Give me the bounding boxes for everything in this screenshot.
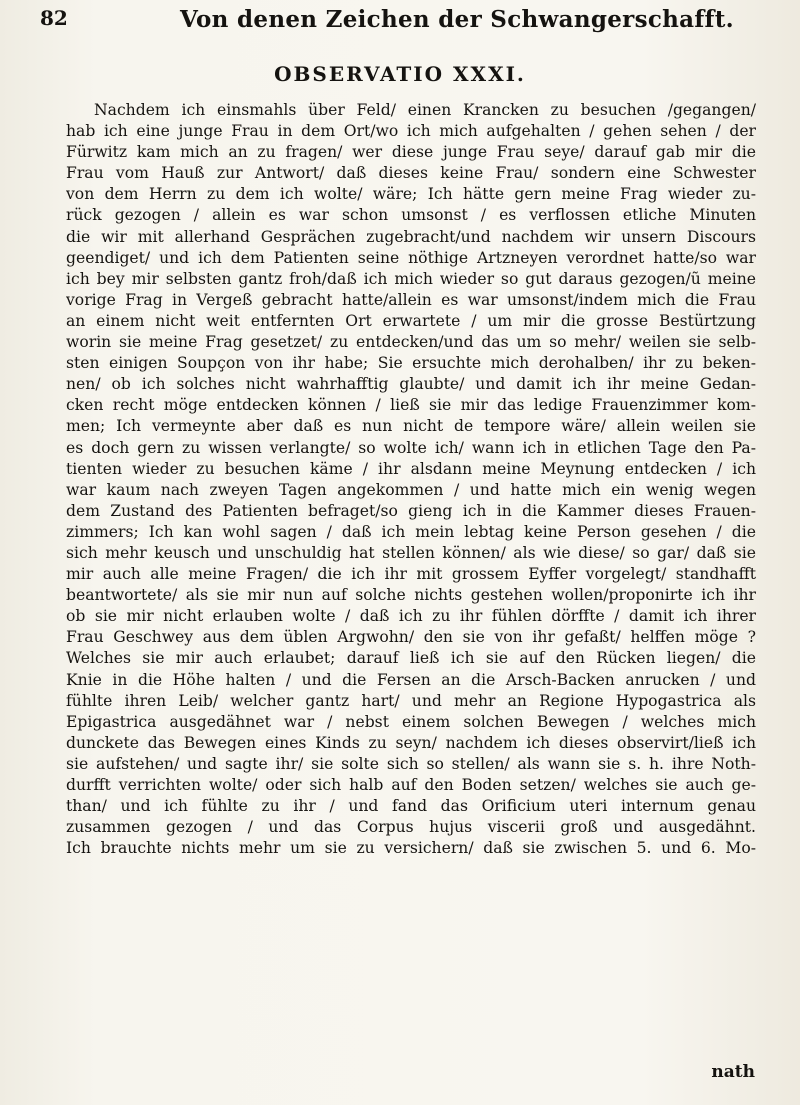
text-line: Nachdem ich einsmahls über Feld/ einen Krancken zu besuchen /gegangen/ <box>94 101 756 119</box>
text-line: rück gezogen / allein es war schon umsonst / es verflossen etliche Minuten <box>66 206 756 225</box>
text-line: zusammen gezogen / und das Corpus hujus viscerii groß und ausgedähnt. <box>66 818 756 837</box>
text-line: Welches sie mir auch erlaubet; darauf ließ ich sie auf den Rücken liegen/ die <box>66 649 756 668</box>
text-line: men; Ich vermeynte aber daß es nun nicht de tempore wäre/ allein weilen sie <box>66 417 756 436</box>
text-line: zimmers; Ich kan wohl sagen / daß ich mein lebtag keine Person gesehen / die <box>66 522 756 541</box>
text-line: hab ich eine junge Frau in dem Ort/wo ich mich aufgehalten / gehen sehen / der <box>66 122 756 141</box>
page-header <box>40 6 740 38</box>
text-line: mir auch alle meine Fragen/ die ich ihr mit grossem Eyffer vorgelegt/ standhafft <box>66 565 756 584</box>
text-line: tienten wieder zu besuchen käme / ihr alsdann meine Meynung entdecken / ich <box>66 459 756 478</box>
text-line: dem Zustand des Patienten befraget/so gieng ich in die Kammer dieses Frauen- <box>66 501 756 520</box>
text-line: sten einigen Soupçon von ihr habe; Sie ersuchte mich derohalben/ ihr zu beken- <box>66 354 756 373</box>
text-line: Frau vom Hauß zur Antwort/ daß dieses keine Frau/ sondern eine Schwester <box>66 164 756 183</box>
running-head: Von denen Zeichen der Schwangerschafft. <box>180 6 734 33</box>
catchword: nath <box>711 1062 755 1082</box>
text-line: Ich brauchte nichts mehr um sie zu versichern/ daß sie zwischen 5. und 6. Mo- <box>66 839 756 858</box>
text-line: von dem Herrn zu dem ich wolte/ wäre; Ich hätte gern meine Frag wieder zu- <box>66 185 756 204</box>
text-line: dunckete das Bewegen eines Kinds zu seyn/ nachdem ich dieses observirt/ließ ich <box>66 733 756 752</box>
text-line: die wir mit allerhand Gesprächen zugebracht/und nachdem wir unsern Discours <box>66 227 756 246</box>
text-line: sie aufstehen/ und sagte ihr/ sie solte sich so stellen/ als wann sie s. h. ihre Noth- <box>66 754 756 773</box>
text-line: nen/ ob ich solches nicht wahrhafftig glaubte/ und damit ich ihr meine Gedan- <box>66 375 756 394</box>
text-line: worin sie meine Frag gesetzet/ zu entdecken/und das um so mehr/ weilen sie selb- <box>66 333 756 352</box>
text-line: war kaum nach zweyen Tagen angekommen / und hatte mich ein wenig wegen <box>66 480 756 499</box>
page-number: 82 <box>40 6 68 30</box>
text-line: than/ und ich fühlte zu ihr / und fand das Orificium uteri internum genau <box>66 797 756 816</box>
text-line: beantwortete/ als sie mir nun auf solche nichts gestehen wollen/proponirte ich ihr <box>66 586 756 605</box>
text-line: Frau Geschwey aus dem üblen Argwohn/ den sie von ihr gefaßt/ helffen möge ? <box>66 628 756 647</box>
text-line: ob sie mir nicht erlauben wolte / daß ich zu ihr fühlen dörffte / damit ich ihrer <box>66 607 756 626</box>
text-line: Fürwitz kam mich an zu fragen/ wer diese junge Frau seye/ darauf gab mir die <box>66 143 756 162</box>
text-line: geendiget/ und ich dem Patienten seine nöthige Artzneyen verordnet hatte/so war <box>66 248 756 267</box>
text-line: Knie in die Höhe halten / und die Fersen an die Arsch-Backen anrucken / und <box>66 670 756 689</box>
body-text <box>66 100 756 859</box>
text-line: vorige Frag in Vergeß gebracht hatte/allein es war umsonst/indem mich die Frau <box>66 290 756 309</box>
text-line: durfft verrichten wolte/ oder sich halb auf den Boden setzen/ welches sie auch ge- <box>66 776 756 794</box>
text-line: cken recht möge entdecken können / ließ sie mir das ledige Frauenzimmer kom- <box>66 396 756 415</box>
text-line: Epigastrica ausgedähnet war / nebst einem solchen Bewegen / welches mich <box>66 712 756 731</box>
text-line: es doch gern zu wissen verlangte/ so wolte ich/ wann ich in etlichen Tage den Pa- <box>66 438 756 457</box>
text-line: an einem nicht weit entfernten Ort erwartete / um mir die grosse Bestürtzung <box>66 311 756 330</box>
text-line: fühlte ihren Leib/ welcher gantz hart/ und mehr an Regione Hypogastrica als <box>66 691 756 710</box>
section-title: OBSERVATIO XXXI. <box>274 62 526 86</box>
text-line: ich bey mir selbsten gantz froh/daß ich mich wieder so gut daraus gezogen/ũ meine <box>66 269 756 288</box>
text-line: sich mehr keusch und unschuldig hat stellen können/ als wie diese/ so gar/ daß sie <box>66 543 756 562</box>
